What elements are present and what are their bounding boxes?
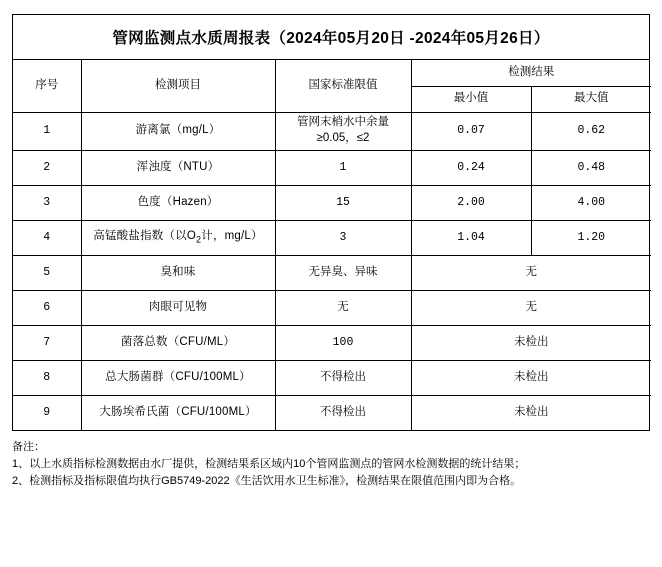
- cell-limit: 3: [275, 220, 411, 255]
- cell-limit: 1: [275, 150, 411, 185]
- cell-item: [81, 220, 275, 255]
- column-header-standard-limit: 国家标准限值: [275, 60, 411, 112]
- cell-item: 浑浊度（NTU）: [81, 150, 275, 185]
- table-row: [13, 185, 651, 220]
- cell-index: 1: [13, 112, 81, 150]
- cell-limit: 管网末梢水中余量≥0.05，≤2: [275, 112, 411, 150]
- column-header-min: 最小值: [411, 86, 531, 112]
- table-row: [13, 150, 651, 185]
- table-row: [13, 395, 651, 430]
- cell-index: 9: [13, 395, 81, 430]
- cell-min: 1.04: [411, 220, 531, 255]
- cell-index: 7: [13, 325, 81, 360]
- table-row: [13, 325, 651, 360]
- cell-item: 大肠埃希氏菌（CFU/100ML）: [81, 395, 275, 430]
- table-header: [13, 60, 651, 112]
- cell-index: 5: [13, 255, 81, 290]
- cell-index: 4: [13, 220, 81, 255]
- column-header-max: 最大值: [531, 86, 651, 112]
- cell-result: 未检出: [411, 360, 651, 395]
- cell-min: 0.24: [411, 150, 531, 185]
- column-header-result-group: 检测结果: [411, 60, 651, 86]
- cell-item: 肉眼可见物: [81, 290, 275, 325]
- table-row: [13, 255, 651, 290]
- cell-result: 无: [411, 255, 651, 290]
- cell-limit: 15: [275, 185, 411, 220]
- cell-result: 未检出: [411, 325, 651, 360]
- cell-index: 6: [13, 290, 81, 325]
- cell-max: 1.20: [531, 220, 651, 255]
- cell-item: 游离氯（mg/L）: [81, 112, 275, 150]
- cell-limit: 不得检出: [275, 360, 411, 395]
- cell-index: 8: [13, 360, 81, 395]
- table-row: [13, 290, 651, 325]
- cell-limit: 无: [275, 290, 411, 325]
- cell-result: 无: [411, 290, 651, 325]
- column-header-item: 检测项目: [81, 60, 275, 112]
- column-header-index: 序号: [13, 60, 81, 112]
- notes-label: 备注：: [12, 441, 45, 453]
- cell-item-text: 高锰酸盐指数（以$O_2$计，mg/L）: [93, 230, 263, 245]
- table-body: [13, 112, 651, 430]
- table-header-row-1: [13, 60, 651, 86]
- table-row: [13, 360, 651, 395]
- report-frame: [12, 14, 650, 431]
- cell-item: 色度（Hazen）: [81, 185, 275, 220]
- table-row: [13, 220, 651, 255]
- cell-item: 总大肠菌群（CFU/100ML）: [81, 360, 275, 395]
- cell-max: 0.48: [531, 150, 651, 185]
- table-row: [13, 112, 651, 150]
- cell-min: 2.00: [411, 185, 531, 220]
- page-title: 管网监测点水质周报表（2024年05月20日 -2024年05月26日）: [112, 30, 550, 47]
- report-title-row: [13, 15, 649, 60]
- water-quality-table: [13, 60, 651, 430]
- cell-index: 2: [13, 150, 81, 185]
- cell-index: 3: [13, 185, 81, 220]
- cell-limit: 不得检出: [275, 395, 411, 430]
- cell-max: 4.00: [531, 185, 651, 220]
- cell-item: 菌落总数（CFU/ML）: [81, 325, 275, 360]
- cell-limit: 100: [275, 325, 411, 360]
- notes-section: [12, 439, 650, 490]
- cell-item: 臭和味: [81, 255, 275, 290]
- cell-max: 0.62: [531, 112, 651, 150]
- cell-result: 未检出: [411, 395, 651, 430]
- cell-limit: 无异臭、异味: [275, 255, 411, 290]
- note-line-1: 1、以上水质指标检测数据由水厂提供，检测结果系区域内10个管网监测点的管网水检测数据的统计结果；: [12, 458, 526, 471]
- note-line-2: 2、检测指标及指标限值均执行GB5749-2022《生活饮用水卫生标准》，检测结果在限值范围内即为合格。: [12, 475, 522, 488]
- cell-min: 0.07: [411, 112, 531, 150]
